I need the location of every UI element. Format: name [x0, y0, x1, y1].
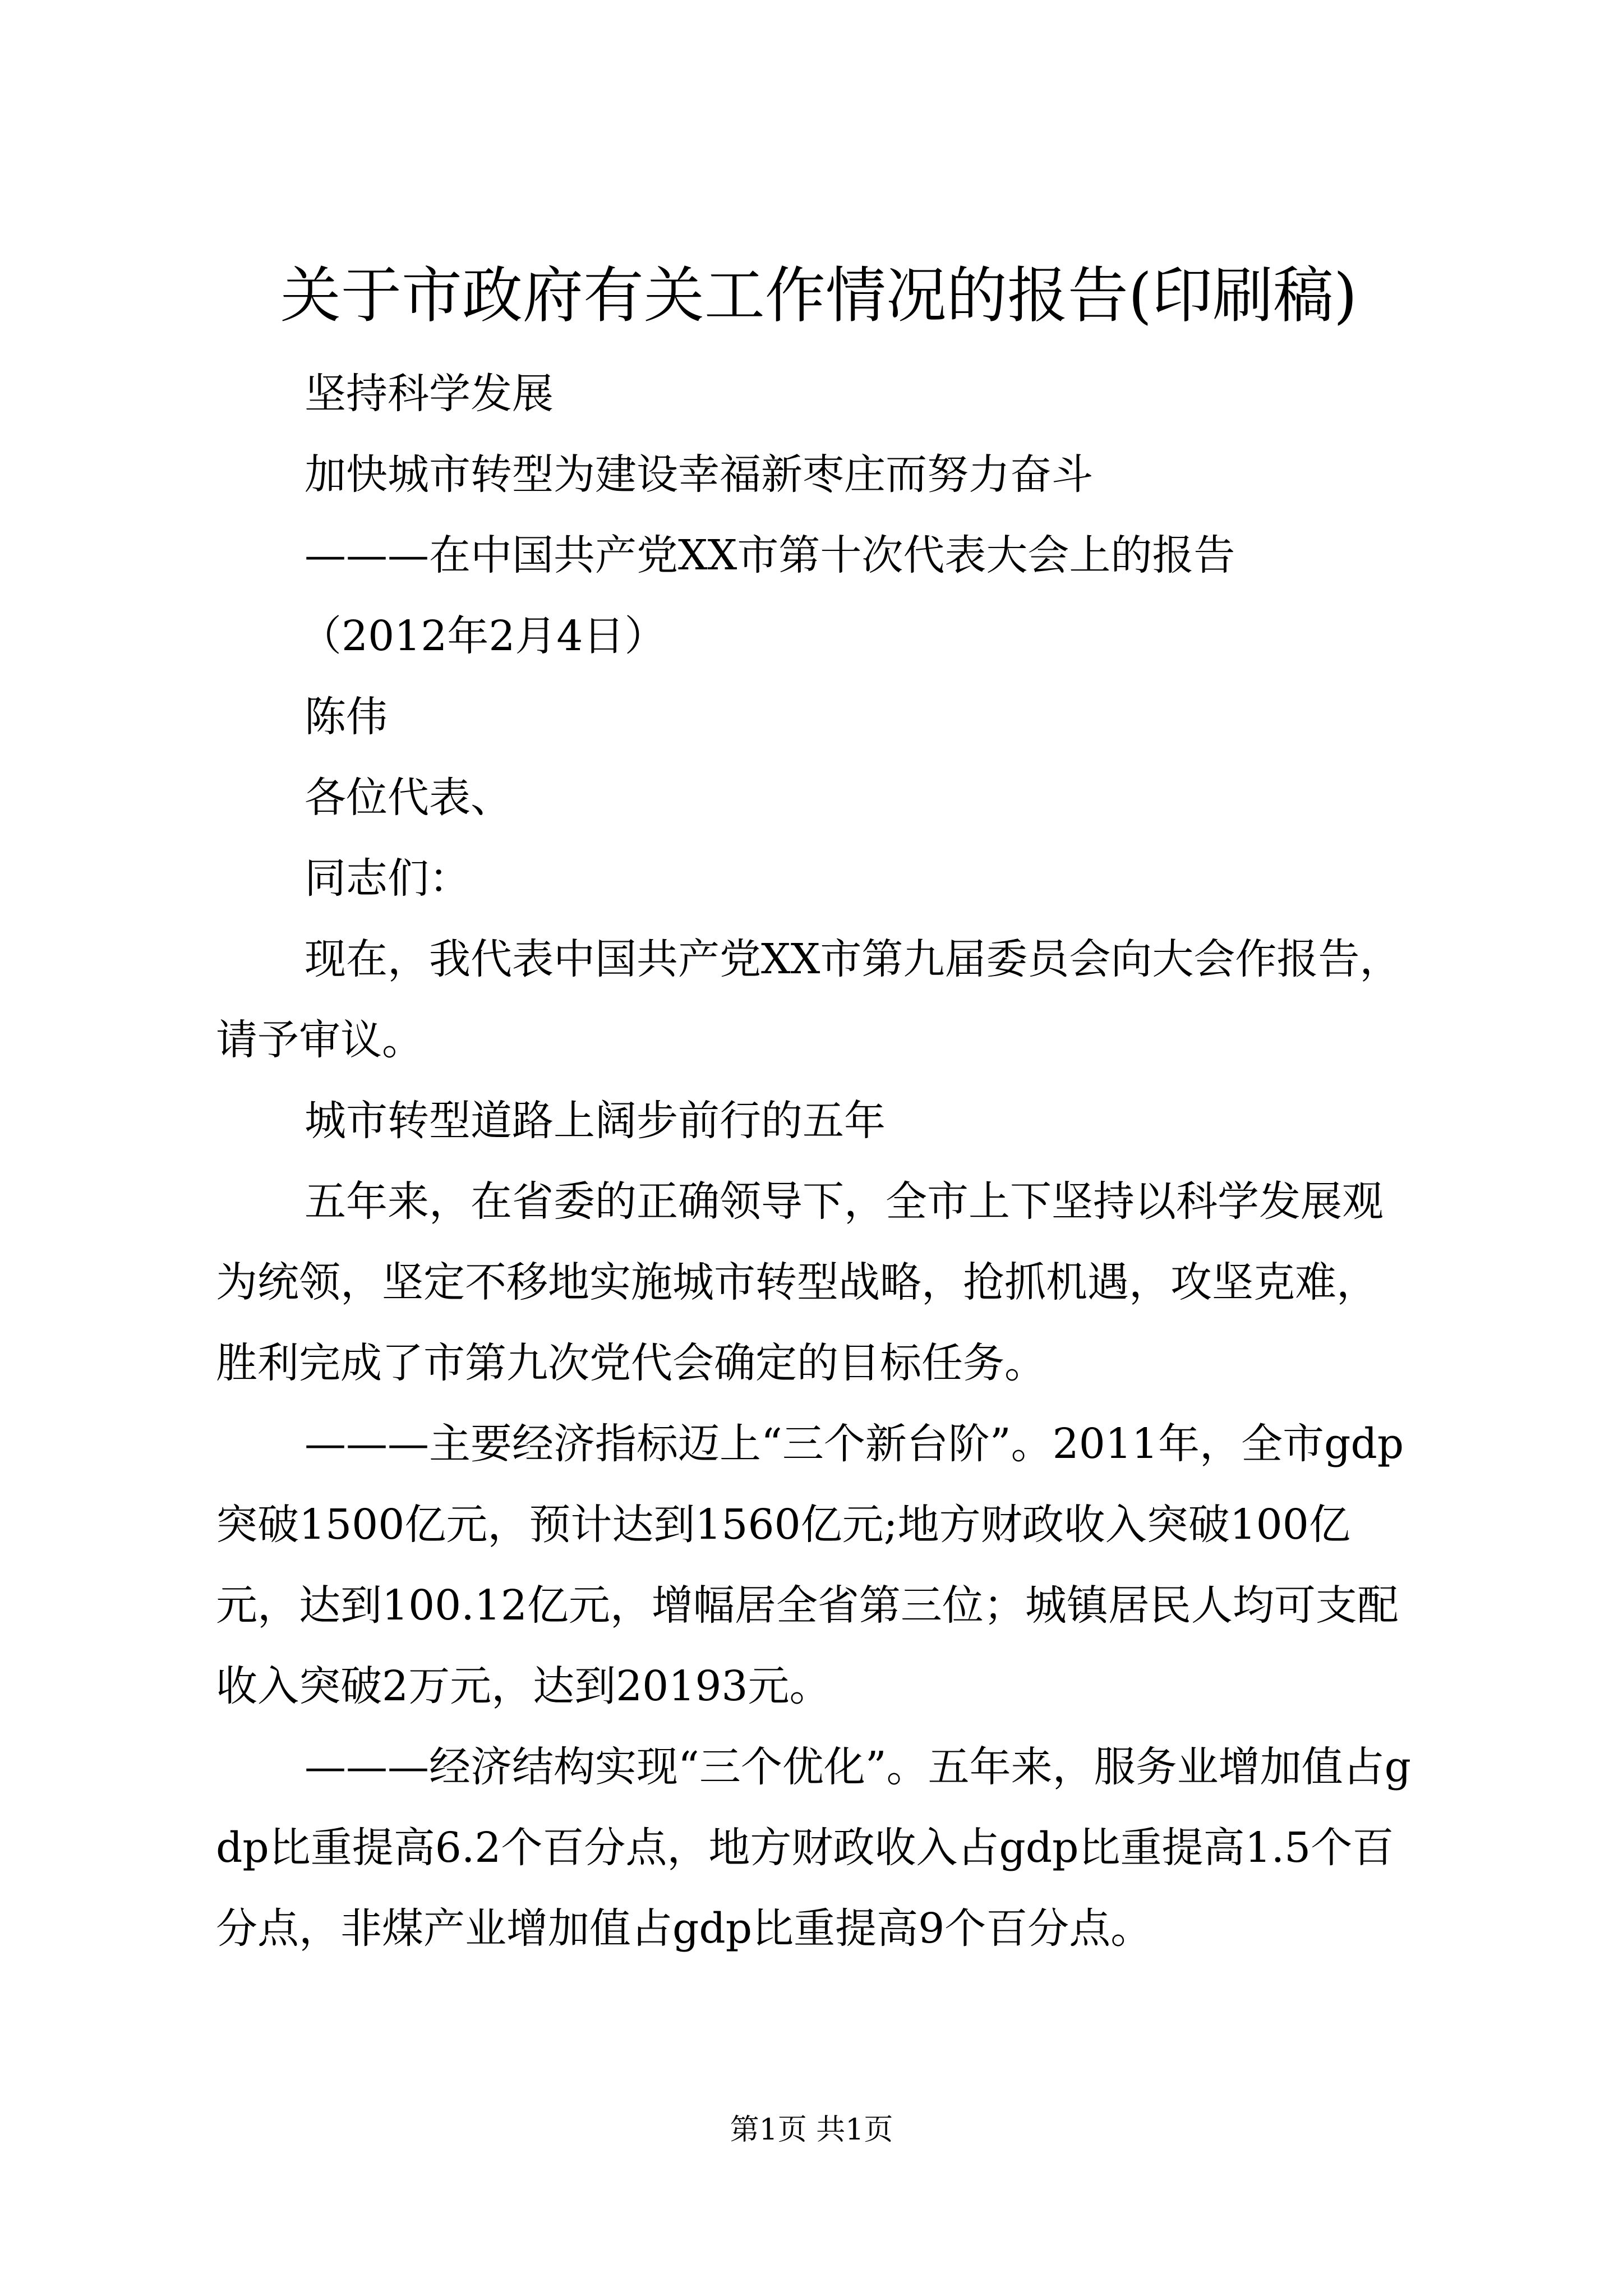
- subtitle-line-1: 坚持科学发展: [305, 370, 554, 418]
- salutation-line-2: 同志们：: [305, 854, 471, 903]
- paragraph-economic-structure: ———经济结构实现“三个优化”。五年来，服务业增加值占gdp比重提高6.2个百分点，地方财政收入占gdp比重提高1.5个百分点，非煤产业增加值占gdp比重提高9个百分点。: [216, 1743, 1412, 1953]
- section-heading: 城市转型道路上阔步前行的五年: [305, 1097, 886, 1145]
- subtitle-line-2: 加快城市转型为建设幸福新枣庄而努力奋斗: [305, 450, 1093, 499]
- salutation-line-1: 各位代表、: [305, 774, 512, 822]
- subtitle-line-3: ———在中国共产党XX市第十次代表大会上的报告: [305, 531, 1235, 579]
- paragraph-summary: 五年来，在省委的正确领导下，全市上下坚持以科学发展观为统领，坚定不移地实施城市转型战略，抢抓机遇，攻坚克难，胜利完成了市第九次党代会确定的目标任务。: [216, 1177, 1384, 1387]
- page-number-footer: 第1页 共1页: [730, 2113, 893, 2147]
- paragraph-economic-indicators: ———主要经济指标迈上“三个新台阶”。2011年，全市gdp突破1500亿元，预计达到1560亿元;地方财政收入突破100亿元，达到100.12亿元，增幅居全省第三位；城镇居民人均可支配收入突破2万元，达到20193元。: [216, 1420, 1404, 1710]
- document-body: [216, 353, 1416, 1969]
- report-date: （2012年2月4日）: [300, 612, 666, 660]
- author-name: 陈伟: [305, 693, 388, 741]
- document-title: 关于市政府有关工作情况的报告(印刷稿): [280, 261, 1358, 331]
- paragraph-opening: 现在，我代表中国共产党XX市第九届委员会向大会作报告，请予审议。: [216, 935, 1401, 1064]
